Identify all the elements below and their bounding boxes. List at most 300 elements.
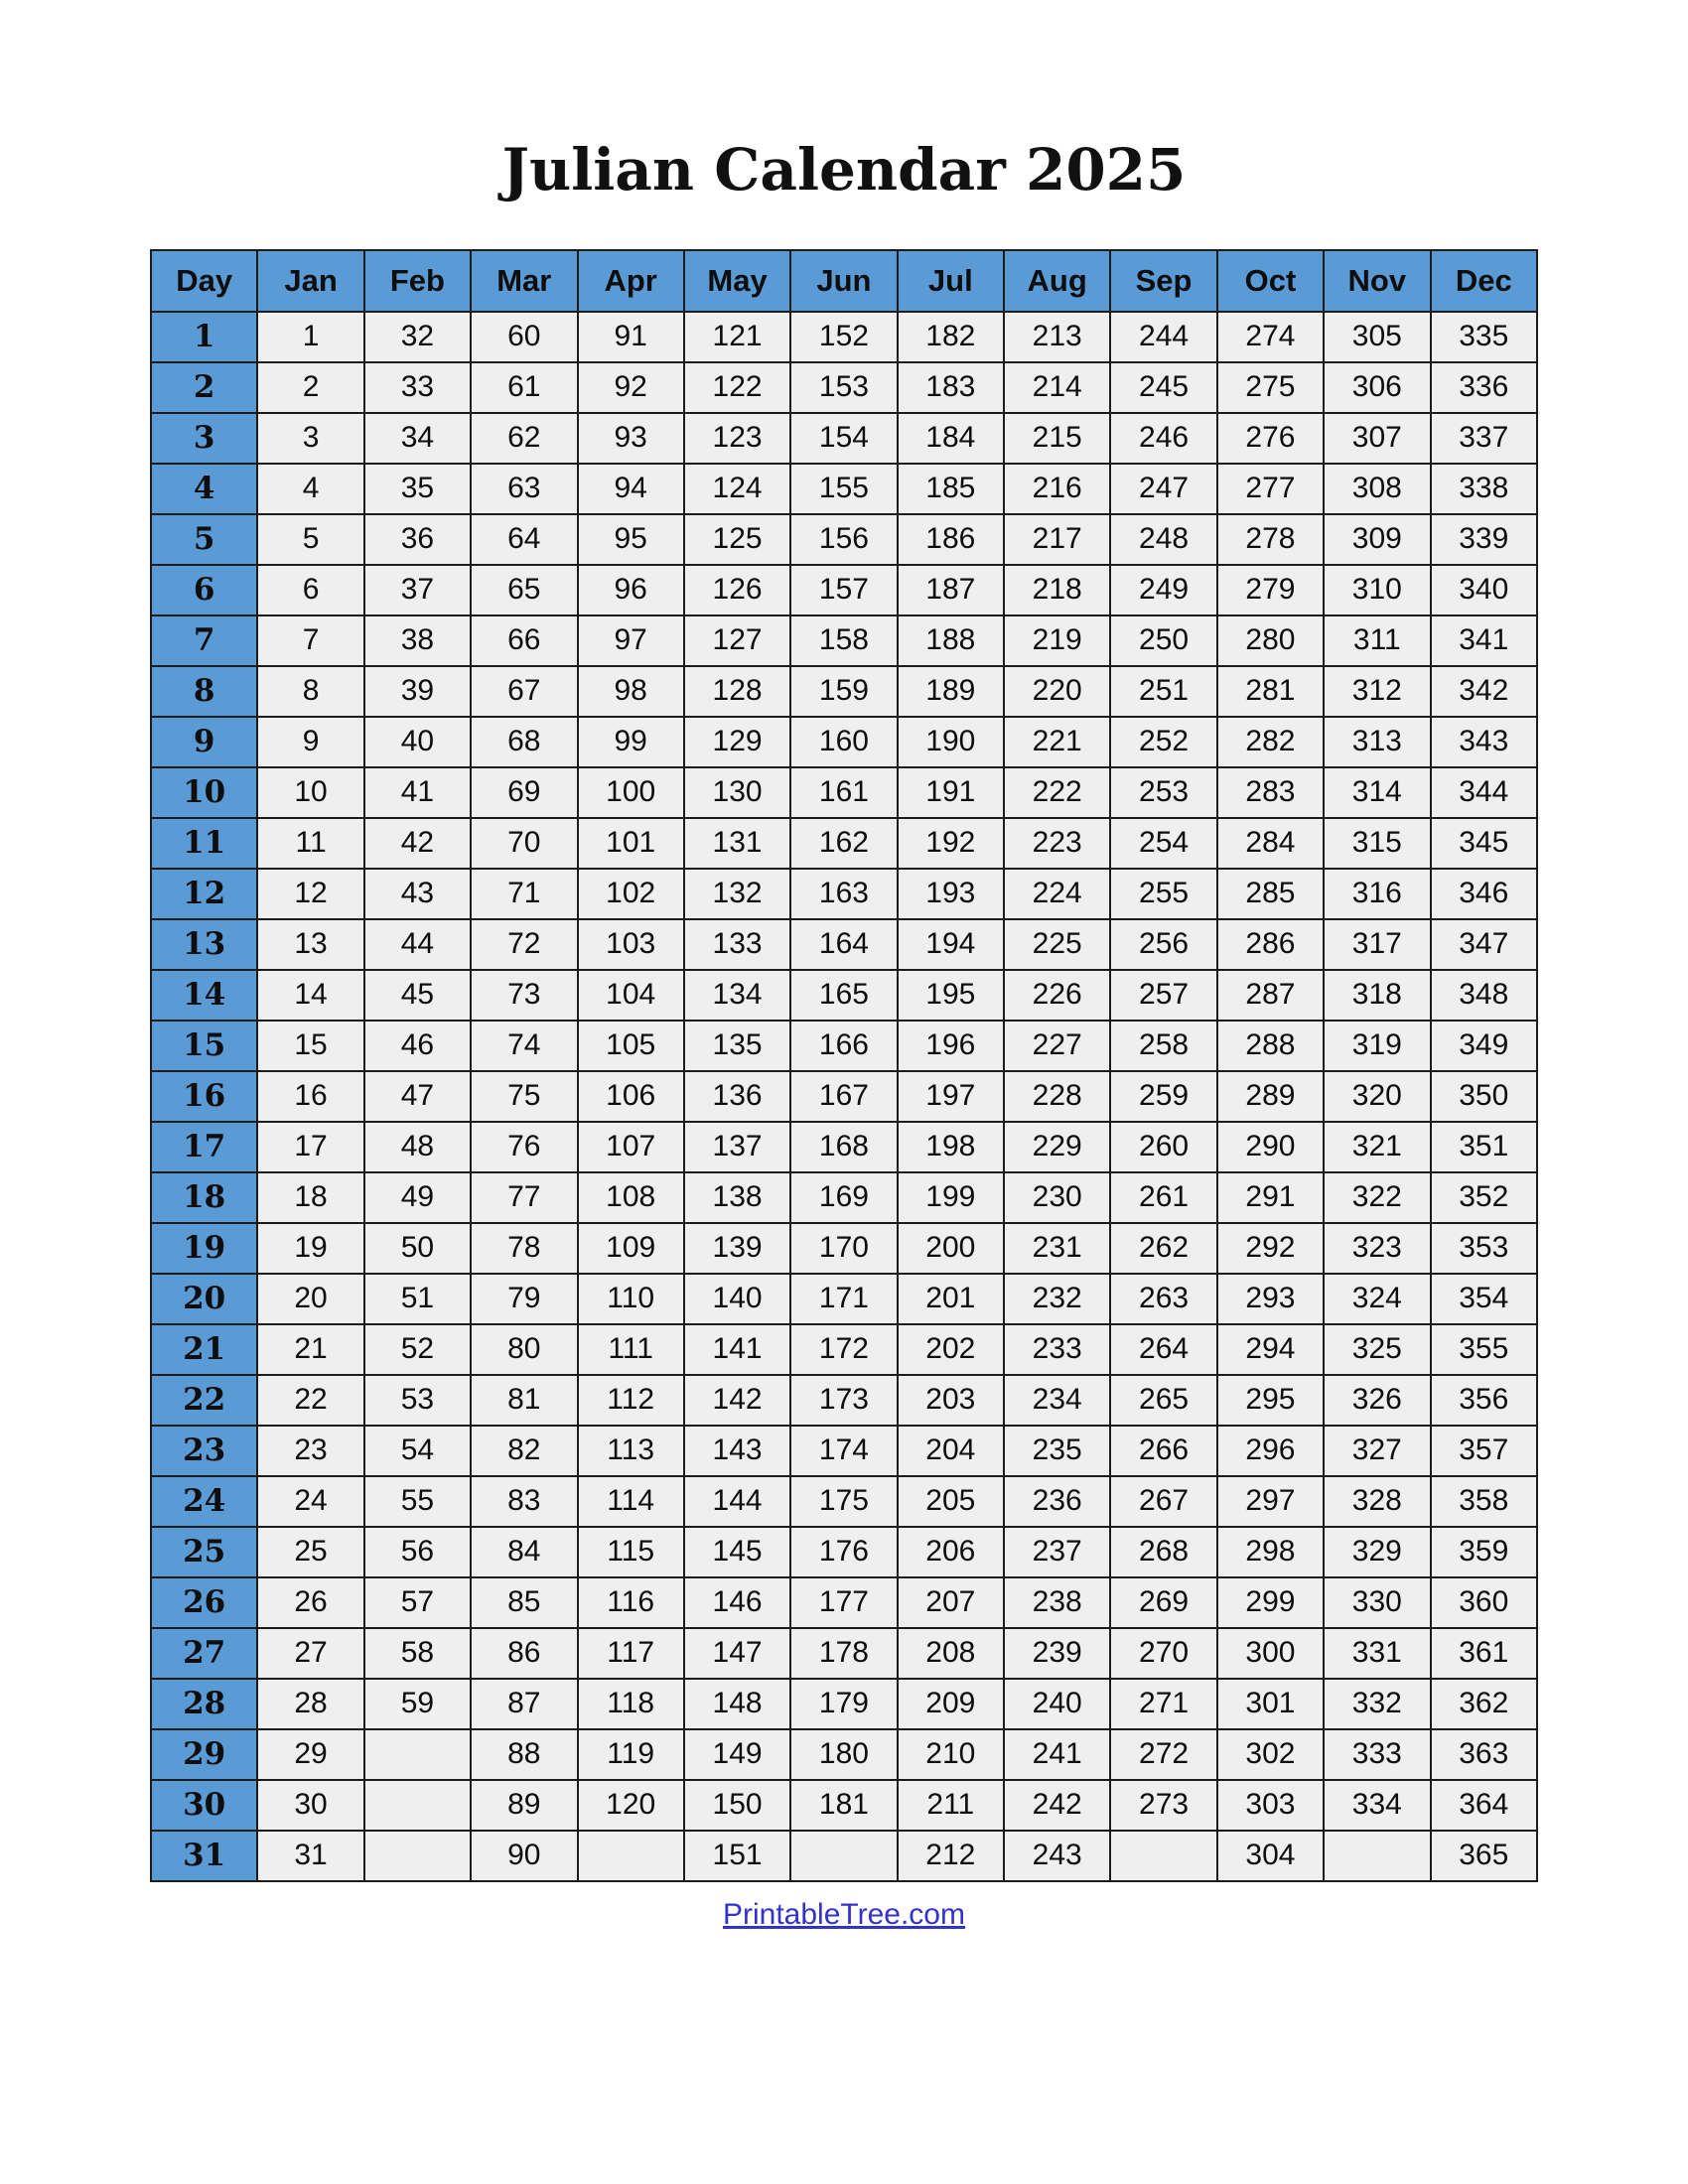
julian-cell: 49	[364, 1172, 471, 1223]
day-number: 26	[151, 1577, 257, 1628]
julian-cell: 343	[1431, 717, 1538, 767]
julian-cell: 52	[364, 1324, 471, 1375]
julian-cell: 279	[1217, 565, 1324, 615]
julian-cell: 180	[790, 1729, 897, 1780]
julian-cell: 329	[1324, 1527, 1430, 1577]
julian-cell: 177	[790, 1577, 897, 1628]
julian-cell: 2	[257, 362, 363, 413]
julian-cell: 229	[1004, 1122, 1110, 1172]
julian-cell: 86	[471, 1628, 577, 1679]
julian-cell: 249	[1110, 565, 1216, 615]
julian-cell: 114	[578, 1476, 684, 1527]
julian-cell: 57	[364, 1577, 471, 1628]
julian-cell: 40	[364, 717, 471, 767]
julian-cell: 335	[1431, 312, 1538, 362]
julian-cell: 7	[257, 615, 363, 666]
julian-cell: 316	[1324, 869, 1430, 919]
julian-cell: 139	[684, 1223, 790, 1274]
julian-cell: 273	[1110, 1780, 1216, 1831]
day-number: 3	[151, 413, 257, 464]
julian-cell: 55	[364, 1476, 471, 1527]
julian-cell: 349	[1431, 1021, 1538, 1071]
day-number: 28	[151, 1679, 257, 1729]
julian-cell: 187	[898, 565, 1004, 615]
julian-cell: 38	[364, 615, 471, 666]
julian-cell: 192	[898, 818, 1004, 869]
julian-cell: 287	[1217, 970, 1324, 1021]
julian-cell: 9	[257, 717, 363, 767]
julian-cell: 51	[364, 1274, 471, 1324]
julian-cell: 350	[1431, 1071, 1538, 1122]
table-row	[151, 312, 1537, 362]
julian-cell: 189	[898, 666, 1004, 717]
julian-cell: 183	[898, 362, 1004, 413]
julian-cell: 222	[1004, 767, 1110, 818]
julian-cell: 125	[684, 514, 790, 565]
julian-cell: 190	[898, 717, 1004, 767]
julian-cell: 337	[1431, 413, 1538, 464]
julian-cell: 18	[257, 1172, 363, 1223]
julian-cell: 207	[898, 1577, 1004, 1628]
julian-cell: 44	[364, 919, 471, 970]
julian-cell: 290	[1217, 1122, 1324, 1172]
julian-cell: 363	[1431, 1729, 1538, 1780]
julian-cell: 351	[1431, 1122, 1538, 1172]
julian-cell: 117	[578, 1628, 684, 1679]
julian-cell: 25	[257, 1527, 363, 1577]
day-number: 7	[151, 615, 257, 666]
table-row	[151, 919, 1537, 970]
julian-cell: 263	[1110, 1274, 1216, 1324]
julian-cell: 226	[1004, 970, 1110, 1021]
julian-cell: 170	[790, 1223, 897, 1274]
julian-cell: 143	[684, 1426, 790, 1476]
julian-cell: 104	[578, 970, 684, 1021]
day-number: 30	[151, 1780, 257, 1831]
day-number: 19	[151, 1223, 257, 1274]
julian-cell: 292	[1217, 1223, 1324, 1274]
julian-cell: 275	[1217, 362, 1324, 413]
julian-cell: 23	[257, 1426, 363, 1476]
page-title: Julian Calendar 2025	[501, 136, 1187, 204]
table-row	[151, 464, 1537, 514]
julian-cell	[1324, 1831, 1430, 1881]
julian-cell: 278	[1217, 514, 1324, 565]
julian-cell: 91	[578, 312, 684, 362]
table-row	[151, 767, 1537, 818]
table-row	[151, 1577, 1537, 1628]
julian-cell: 321	[1324, 1122, 1430, 1172]
julian-cell: 245	[1110, 362, 1216, 413]
julian-cell: 145	[684, 1527, 790, 1577]
julian-cell: 96	[578, 565, 684, 615]
julian-cell: 61	[471, 362, 577, 413]
julian-cell: 157	[790, 565, 897, 615]
julian-cell: 149	[684, 1729, 790, 1780]
table-row	[151, 1780, 1537, 1831]
julian-cell: 11	[257, 818, 363, 869]
julian-cell: 203	[898, 1375, 1004, 1426]
julian-cell: 133	[684, 919, 790, 970]
day-number: 4	[151, 464, 257, 514]
julian-cell: 209	[898, 1679, 1004, 1729]
day-number: 25	[151, 1527, 257, 1577]
julian-cell: 119	[578, 1729, 684, 1780]
julian-cell: 94	[578, 464, 684, 514]
julian-cell: 265	[1110, 1375, 1216, 1426]
julian-cell: 282	[1217, 717, 1324, 767]
table-row	[151, 1223, 1537, 1274]
julian-cell: 233	[1004, 1324, 1110, 1375]
julian-cell: 31	[257, 1831, 363, 1881]
julian-cell: 298	[1217, 1527, 1324, 1577]
julian-cell: 33	[364, 362, 471, 413]
day-number: 6	[151, 565, 257, 615]
julian-cell: 67	[471, 666, 577, 717]
julian-cell: 334	[1324, 1780, 1430, 1831]
julian-cell: 300	[1217, 1628, 1324, 1679]
julian-cell: 304	[1217, 1831, 1324, 1881]
julian-cell: 179	[790, 1679, 897, 1729]
julian-cell: 313	[1324, 717, 1430, 767]
julian-cell: 84	[471, 1527, 577, 1577]
table-row	[151, 717, 1537, 767]
julian-cell: 308	[1324, 464, 1430, 514]
julian-cell: 344	[1431, 767, 1538, 818]
table-row	[151, 970, 1537, 1021]
julian-cell: 241	[1004, 1729, 1110, 1780]
julian-cell: 151	[684, 1831, 790, 1881]
julian-cell: 318	[1324, 970, 1430, 1021]
julian-cell: 146	[684, 1577, 790, 1628]
julian-cell: 42	[364, 818, 471, 869]
julian-cell: 127	[684, 615, 790, 666]
julian-cell: 293	[1217, 1274, 1324, 1324]
julian-cell: 24	[257, 1476, 363, 1527]
julian-cell: 97	[578, 615, 684, 666]
julian-cell: 240	[1004, 1679, 1110, 1729]
julian-cell: 27	[257, 1628, 363, 1679]
julian-cell: 289	[1217, 1071, 1324, 1122]
julian-cell: 356	[1431, 1375, 1538, 1426]
column-header-day: Day	[151, 250, 257, 312]
julian-cell: 333	[1324, 1729, 1430, 1780]
table-row	[151, 1628, 1537, 1679]
julian-cell: 47	[364, 1071, 471, 1122]
julian-cell: 69	[471, 767, 577, 818]
table-row	[151, 1831, 1537, 1881]
julian-cell: 123	[684, 413, 790, 464]
julian-cell: 274	[1217, 312, 1324, 362]
julian-cell: 306	[1324, 362, 1430, 413]
julian-cell: 285	[1217, 869, 1324, 919]
julian-cell: 70	[471, 818, 577, 869]
julian-cell: 109	[578, 1223, 684, 1274]
julian-cell: 163	[790, 869, 897, 919]
julian-cell: 74	[471, 1021, 577, 1071]
day-number: 14	[151, 970, 257, 1021]
table-row	[151, 1426, 1537, 1476]
julian-cell: 260	[1110, 1122, 1216, 1172]
julian-cell: 166	[790, 1021, 897, 1071]
julian-cell: 113	[578, 1426, 684, 1476]
table-row	[151, 818, 1537, 869]
julian-cell: 95	[578, 514, 684, 565]
julian-cell: 68	[471, 717, 577, 767]
julian-cell: 214	[1004, 362, 1110, 413]
julian-cell: 361	[1431, 1628, 1538, 1679]
julian-cell: 72	[471, 919, 577, 970]
julian-cell: 353	[1431, 1223, 1538, 1274]
day-number: 23	[151, 1426, 257, 1476]
julian-cell: 124	[684, 464, 790, 514]
julian-cell: 182	[898, 312, 1004, 362]
day-number: 1	[151, 312, 257, 362]
julian-cell: 56	[364, 1527, 471, 1577]
julian-cell: 294	[1217, 1324, 1324, 1375]
julian-cell: 36	[364, 514, 471, 565]
julian-cell: 206	[898, 1527, 1004, 1577]
julian-cell: 112	[578, 1375, 684, 1426]
julian-cell: 358	[1431, 1476, 1538, 1527]
column-header-mar: Mar	[471, 250, 577, 312]
julian-cell: 365	[1431, 1831, 1538, 1881]
julian-cell: 186	[898, 514, 1004, 565]
julian-cell: 148	[684, 1679, 790, 1729]
julian-cell: 66	[471, 615, 577, 666]
header-row	[151, 250, 1537, 312]
julian-cell: 147	[684, 1628, 790, 1679]
julian-cell: 141	[684, 1324, 790, 1375]
julian-cell: 252	[1110, 717, 1216, 767]
julian-cell: 116	[578, 1577, 684, 1628]
julian-cell: 50	[364, 1223, 471, 1274]
calendar-content	[150, 249, 1538, 1932]
julian-cell: 153	[790, 362, 897, 413]
julian-cell: 193	[898, 869, 1004, 919]
julian-cell: 111	[578, 1324, 684, 1375]
column-header-jul: Jul	[898, 250, 1004, 312]
julian-cell: 327	[1324, 1426, 1430, 1476]
julian-cell: 268	[1110, 1527, 1216, 1577]
julian-cell: 85	[471, 1577, 577, 1628]
table-row	[151, 1476, 1537, 1527]
julian-cell: 90	[471, 1831, 577, 1881]
julian-cell: 110	[578, 1274, 684, 1324]
julian-cell: 48	[364, 1122, 471, 1172]
julian-cell: 22	[257, 1375, 363, 1426]
julian-cell: 215	[1004, 413, 1110, 464]
julian-cell: 99	[578, 717, 684, 767]
julian-cell: 165	[790, 970, 897, 1021]
julian-cell: 320	[1324, 1071, 1430, 1122]
julian-cell: 331	[1324, 1628, 1430, 1679]
julian-cell: 223	[1004, 818, 1110, 869]
table-row	[151, 1527, 1537, 1577]
julian-cell: 89	[471, 1780, 577, 1831]
julian-cell: 198	[898, 1122, 1004, 1172]
julian-cell: 140	[684, 1274, 790, 1324]
column-header-feb: Feb	[364, 250, 471, 312]
day-number: 15	[151, 1021, 257, 1071]
julian-cell: 135	[684, 1021, 790, 1071]
julian-cell: 256	[1110, 919, 1216, 970]
julian-cell: 199	[898, 1172, 1004, 1223]
julian-cell: 228	[1004, 1071, 1110, 1122]
julian-cell: 129	[684, 717, 790, 767]
julian-cell: 266	[1110, 1426, 1216, 1476]
julian-cell: 15	[257, 1021, 363, 1071]
julian-cell: 277	[1217, 464, 1324, 514]
printabletree-link[interactable]: PrintableTree.com	[723, 1897, 965, 1931]
day-number: 13	[151, 919, 257, 970]
julian-cell: 347	[1431, 919, 1538, 970]
julian-cell: 88	[471, 1729, 577, 1780]
julian-cell: 134	[684, 970, 790, 1021]
table-row	[151, 1071, 1537, 1122]
day-number: 21	[151, 1324, 257, 1375]
julian-cell: 6	[257, 565, 363, 615]
julian-cell: 299	[1217, 1577, 1324, 1628]
julian-cell: 309	[1324, 514, 1430, 565]
julian-cell: 65	[471, 565, 577, 615]
julian-cell: 168	[790, 1122, 897, 1172]
julian-cell: 194	[898, 919, 1004, 970]
julian-cell: 242	[1004, 1780, 1110, 1831]
day-number: 10	[151, 767, 257, 818]
footer	[150, 1898, 1538, 1932]
julian-cell: 247	[1110, 464, 1216, 514]
julian-cell: 30	[257, 1780, 363, 1831]
julian-cell: 172	[790, 1324, 897, 1375]
julian-cell: 100	[578, 767, 684, 818]
julian-cell: 80	[471, 1324, 577, 1375]
column-header-dec: Dec	[1431, 250, 1538, 312]
table-row	[151, 1324, 1537, 1375]
julian-cell: 164	[790, 919, 897, 970]
julian-cell: 332	[1324, 1679, 1430, 1729]
table-row	[151, 869, 1537, 919]
julian-cell: 106	[578, 1071, 684, 1122]
julian-cell: 271	[1110, 1679, 1216, 1729]
julian-cell: 253	[1110, 767, 1216, 818]
julian-cell: 178	[790, 1628, 897, 1679]
julian-cell: 296	[1217, 1426, 1324, 1476]
day-number: 18	[151, 1172, 257, 1223]
julian-cell: 236	[1004, 1476, 1110, 1527]
julian-cell: 280	[1217, 615, 1324, 666]
julian-cell	[364, 1831, 471, 1881]
julian-cell: 152	[790, 312, 897, 362]
julian-cell: 325	[1324, 1324, 1430, 1375]
julian-cell: 167	[790, 1071, 897, 1122]
julian-cell: 359	[1431, 1527, 1538, 1577]
julian-cell: 230	[1004, 1172, 1110, 1223]
julian-cell: 150	[684, 1780, 790, 1831]
julian-cell: 196	[898, 1021, 1004, 1071]
julian-cell: 195	[898, 970, 1004, 1021]
julian-cell: 204	[898, 1426, 1004, 1476]
day-number: 22	[151, 1375, 257, 1426]
julian-cell: 352	[1431, 1172, 1538, 1223]
julian-cell: 346	[1431, 869, 1538, 919]
julian-cell: 54	[364, 1426, 471, 1476]
table-header	[151, 250, 1537, 312]
julian-cell: 191	[898, 767, 1004, 818]
day-number: 16	[151, 1071, 257, 1122]
table-row	[151, 1679, 1537, 1729]
julian-cell: 132	[684, 869, 790, 919]
julian-cell: 37	[364, 565, 471, 615]
julian-cell: 63	[471, 464, 577, 514]
julian-cell: 82	[471, 1426, 577, 1476]
table-row	[151, 1122, 1537, 1172]
table-row	[151, 1172, 1537, 1223]
julian-cell: 355	[1431, 1324, 1538, 1375]
julian-cell: 3	[257, 413, 363, 464]
column-header-sep: Sep	[1110, 250, 1216, 312]
julian-cell: 156	[790, 514, 897, 565]
julian-cell: 319	[1324, 1021, 1430, 1071]
column-header-nov: Nov	[1324, 250, 1430, 312]
julian-cell: 155	[790, 464, 897, 514]
julian-cell: 227	[1004, 1021, 1110, 1071]
julian-cell: 216	[1004, 464, 1110, 514]
table-row	[151, 565, 1537, 615]
julian-cell: 138	[684, 1172, 790, 1223]
julian-cell: 286	[1217, 919, 1324, 970]
julian-cell: 78	[471, 1223, 577, 1274]
julian-cell: 269	[1110, 1577, 1216, 1628]
table-row	[151, 1274, 1537, 1324]
julian-cell: 77	[471, 1172, 577, 1223]
table-row	[151, 1375, 1537, 1426]
julian-cell: 158	[790, 615, 897, 666]
day-number: 29	[151, 1729, 257, 1780]
julian-cell: 34	[364, 413, 471, 464]
julian-cell: 360	[1431, 1577, 1538, 1628]
julian-cell: 284	[1217, 818, 1324, 869]
julian-cell: 73	[471, 970, 577, 1021]
julian-cell: 137	[684, 1122, 790, 1172]
julian-cell: 35	[364, 464, 471, 514]
julian-calendar-table	[150, 249, 1538, 1882]
julian-cell: 45	[364, 970, 471, 1021]
julian-cell: 317	[1324, 919, 1430, 970]
julian-cell: 357	[1431, 1426, 1538, 1476]
julian-cell: 264	[1110, 1324, 1216, 1375]
table-row	[151, 413, 1537, 464]
day-number: 31	[151, 1831, 257, 1881]
julian-cell: 174	[790, 1426, 897, 1476]
julian-cell: 297	[1217, 1476, 1324, 1527]
julian-cell: 20	[257, 1274, 363, 1324]
julian-cell: 336	[1431, 362, 1538, 413]
julian-cell: 208	[898, 1628, 1004, 1679]
julian-cell: 339	[1431, 514, 1538, 565]
julian-cell: 312	[1324, 666, 1430, 717]
day-number: 11	[151, 818, 257, 869]
julian-cell: 107	[578, 1122, 684, 1172]
julian-cell: 326	[1324, 1375, 1430, 1426]
julian-cell: 81	[471, 1375, 577, 1426]
julian-cell: 41	[364, 767, 471, 818]
julian-cell: 142	[684, 1375, 790, 1426]
julian-cell: 160	[790, 717, 897, 767]
julian-cell: 307	[1324, 413, 1430, 464]
day-number: 17	[151, 1122, 257, 1172]
day-number: 27	[151, 1628, 257, 1679]
